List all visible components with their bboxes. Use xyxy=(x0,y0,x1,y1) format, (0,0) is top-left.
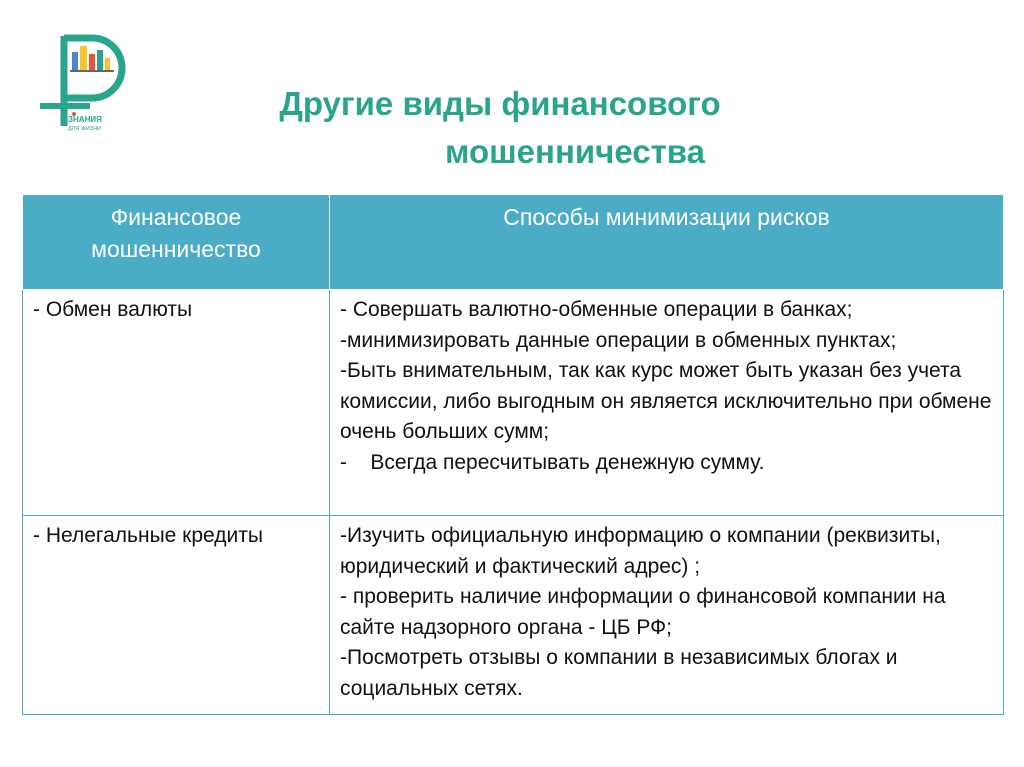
method-item: - проверить наличие информации о финансовой компании на сайте надзорного органа - ЦБ РФ; xyxy=(340,585,946,639)
method-item: -Посмотреть отзывы о компании в независимых блогах и социальных сетях. xyxy=(340,646,898,700)
logo-text-line1: ЗНАНИЯ xyxy=(68,115,102,124)
page-title-line1: Другие виды финансового xyxy=(279,85,721,122)
methods-cell xyxy=(330,290,1004,516)
fraud-type-cell: - Обмен валюты xyxy=(23,290,330,516)
methods-cell xyxy=(330,516,1004,715)
table-row xyxy=(23,516,1004,715)
table-header-row xyxy=(23,195,1004,290)
method-item: - Всегда пересчитывать денежную сумму. xyxy=(340,450,765,474)
method-item: -Изучить официальную информацию о компании (реквизиты, юридический и фактический адрес) ; xyxy=(340,524,941,578)
page-title-line2: мошенничества xyxy=(445,133,705,170)
table-row xyxy=(23,290,1004,516)
page-title xyxy=(180,80,820,176)
logo xyxy=(34,30,126,134)
header-risk-methods: Способы минимизации рисков xyxy=(330,195,1004,290)
method-item: -минимизировать данные операции в обменных пунктах; xyxy=(340,328,897,352)
fraud-type-cell: - Нелегальные кредиты xyxy=(23,516,330,715)
method-item: - Совершать валютно-обменные операции в банках; xyxy=(340,298,853,321)
logo-text-line2: ДЛЯ ЖИЗНИ xyxy=(68,126,102,132)
method-item: -Быть внимательным, так как курс может быть указан без учета комиссии, либо выгодным он является исключительно при обмене очень больших сумм; xyxy=(340,359,992,443)
fraud-table xyxy=(22,194,1004,715)
city-buildings-icon xyxy=(70,46,114,71)
header-fraud-type: Финансовое мошенничество xyxy=(23,195,330,290)
